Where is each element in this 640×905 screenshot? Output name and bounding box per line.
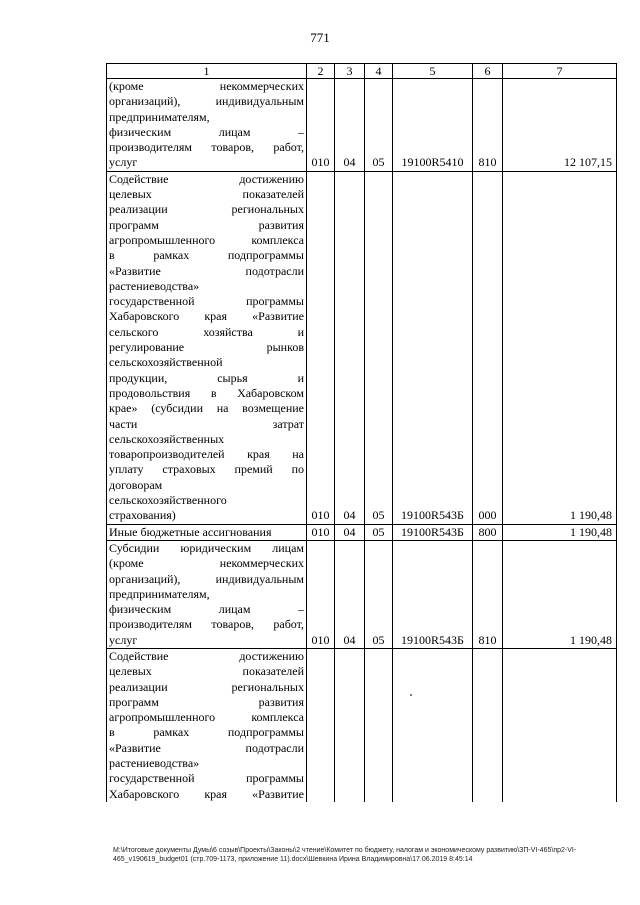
amount-cell	[503, 648, 617, 801]
header-cell: 1	[107, 64, 307, 79]
section-cell: 04	[335, 524, 365, 540]
table-row	[107, 79, 617, 172]
row-name-line: организаций), индивидуальным	[109, 571, 304, 586]
subsection-cell: 05	[365, 79, 393, 172]
row-name-line: (кроме некоммерческих	[109, 79, 304, 93]
row-name-cell	[107, 79, 307, 172]
target-article-cell: 19100R543Б	[393, 524, 473, 540]
row-name-line: государственной программы	[109, 294, 304, 309]
row-name-line: предпринимателям,	[109, 109, 210, 124]
row-name-line: агропромышленного комплекса	[109, 232, 304, 247]
row-name-line: продовольствия в Хабаровском	[109, 385, 304, 400]
expense-type-cell: 000	[473, 171, 503, 524]
budget-table	[106, 63, 617, 802]
amount-cell: 1 190,48	[503, 524, 617, 540]
row-name-line: «Развитие подотрасли	[109, 263, 304, 278]
admin-code-cell: 010	[307, 524, 335, 540]
row-name-cell	[107, 171, 307, 524]
row-name-line: Содействие достижению	[109, 648, 304, 663]
row-name-line: уплату страховых премий по	[109, 462, 304, 477]
footer-line: 465_v190619_budget01 (стр.709-1173, приложение 11).docx\Шевкина Ирина Владимировна\17.06.2019 8:45:14	[113, 856, 473, 863]
admin-code-cell: 010	[307, 171, 335, 524]
row-name-line: организаций), индивидуальным	[109, 94, 304, 109]
header-cell: 3	[335, 64, 365, 79]
row-name-line: предпринимателям,	[109, 586, 210, 601]
amount-cell: 1 190,48	[503, 540, 617, 648]
target-article-cell: 19100R543Б	[393, 171, 473, 524]
row-name-line: программ развития	[109, 694, 304, 709]
row-name-line: в рамках подпрограммы	[109, 725, 304, 740]
row-name-line: целевых показателей	[109, 664, 304, 679]
row-name-line: государственной программы	[109, 771, 304, 786]
row-name-line: растениеводства»	[109, 278, 200, 293]
row-name-line: услуг	[109, 155, 138, 170]
row-name-line: программ развития	[109, 217, 304, 232]
row-name-line: сельскохозяйственной	[109, 355, 223, 370]
subsection-cell: 05	[365, 524, 393, 540]
row-name-line: физическим лицам –	[109, 602, 304, 617]
row-name-line: регулирование рынков	[109, 340, 304, 355]
footer-line: М:\Итоговые документы Думы\6 созыв\Проекты\Законы\2 чтение\Комитет по бюджету, налогам и экономическому развитию\ЗП-VI-465\пр2-VI-	[113, 847, 577, 854]
target-article-cell: 19100R5410	[393, 79, 473, 172]
row-name-line: производителям товаров, работ,	[109, 617, 304, 632]
row-name-cell	[107, 540, 307, 648]
row-name-cell	[107, 648, 307, 801]
row-name-line: сельского хозяйства и	[109, 324, 304, 339]
expense-type-cell	[473, 648, 503, 801]
header-cell: 2	[307, 64, 335, 79]
row-name-line: Субсидии юридическим лицам	[109, 540, 304, 555]
expense-type-cell: 810	[473, 79, 503, 172]
row-name-line: Хабаровского края «Развитие	[109, 786, 304, 801]
table-header-row	[107, 64, 617, 79]
table-row	[107, 524, 617, 540]
table-row	[107, 171, 617, 524]
page-number: 771	[310, 30, 330, 45]
row-name-line: в рамках подпрограммы	[109, 248, 304, 263]
header-cell: 4	[365, 64, 393, 79]
expense-type-cell: 810	[473, 540, 503, 648]
row-name-line: реализации региональных	[109, 679, 304, 694]
amount-cell: 1 190,48	[503, 171, 617, 524]
row-name-line: целевых показателей	[109, 187, 304, 202]
row-name-line: Содействие достижению	[109, 171, 304, 186]
target-article-cell	[393, 648, 473, 801]
row-name-cell	[107, 524, 307, 540]
table-row	[107, 648, 617, 801]
row-name-line: растениеводства»	[109, 756, 200, 771]
row-name-line: услуг	[109, 632, 138, 647]
row-name-line: части затрат	[109, 416, 304, 431]
row-name-line: производителям товаров, работ,	[109, 140, 304, 155]
row-name-line: товаропроизводителей края на	[109, 447, 304, 462]
section-cell: 04	[335, 540, 365, 648]
row-name-line: Иные бюджетные ассигнования	[109, 524, 272, 539]
row-name-line: продукции, сырья и	[109, 370, 304, 385]
admin-code-cell	[307, 648, 335, 801]
subsection-cell: 05	[365, 540, 393, 648]
section-cell: 04	[335, 171, 365, 524]
header-cell: 6	[473, 64, 503, 79]
expense-type-cell: 800	[473, 524, 503, 540]
row-name-line: сельскохозяйственного	[109, 493, 227, 508]
row-name-line: физическим лицам –	[109, 124, 304, 139]
target-article-cell: 19100R543Б	[393, 540, 473, 648]
row-name-line: агропромышленного комплекса	[109, 710, 304, 725]
amount-cell: 12 107,15	[503, 79, 617, 172]
row-name-line: сельскохозяйственных	[109, 431, 225, 446]
row-name-line: крае» (субсидии на возмещение	[109, 401, 304, 416]
row-name-line: страхования)	[109, 508, 176, 523]
row-name-line: Хабаровского края «Развитие	[109, 309, 304, 324]
table-row	[107, 540, 617, 648]
scan-dot	[410, 694, 412, 696]
subsection-cell: 05	[365, 171, 393, 524]
header-cell: 5	[393, 64, 473, 79]
row-name-line: договорам	[109, 477, 163, 492]
admin-code-cell: 010	[307, 79, 335, 172]
subsection-cell	[365, 648, 393, 801]
row-name-line: «Развитие подотрасли	[109, 740, 304, 755]
section-cell	[335, 648, 365, 801]
header-cell: 7	[503, 64, 617, 79]
admin-code-cell: 010	[307, 540, 335, 648]
row-name-line: реализации региональных	[109, 202, 304, 217]
file-path-footer	[113, 846, 616, 864]
row-name-line: (кроме некоммерческих	[109, 556, 304, 571]
section-cell: 04	[335, 79, 365, 172]
